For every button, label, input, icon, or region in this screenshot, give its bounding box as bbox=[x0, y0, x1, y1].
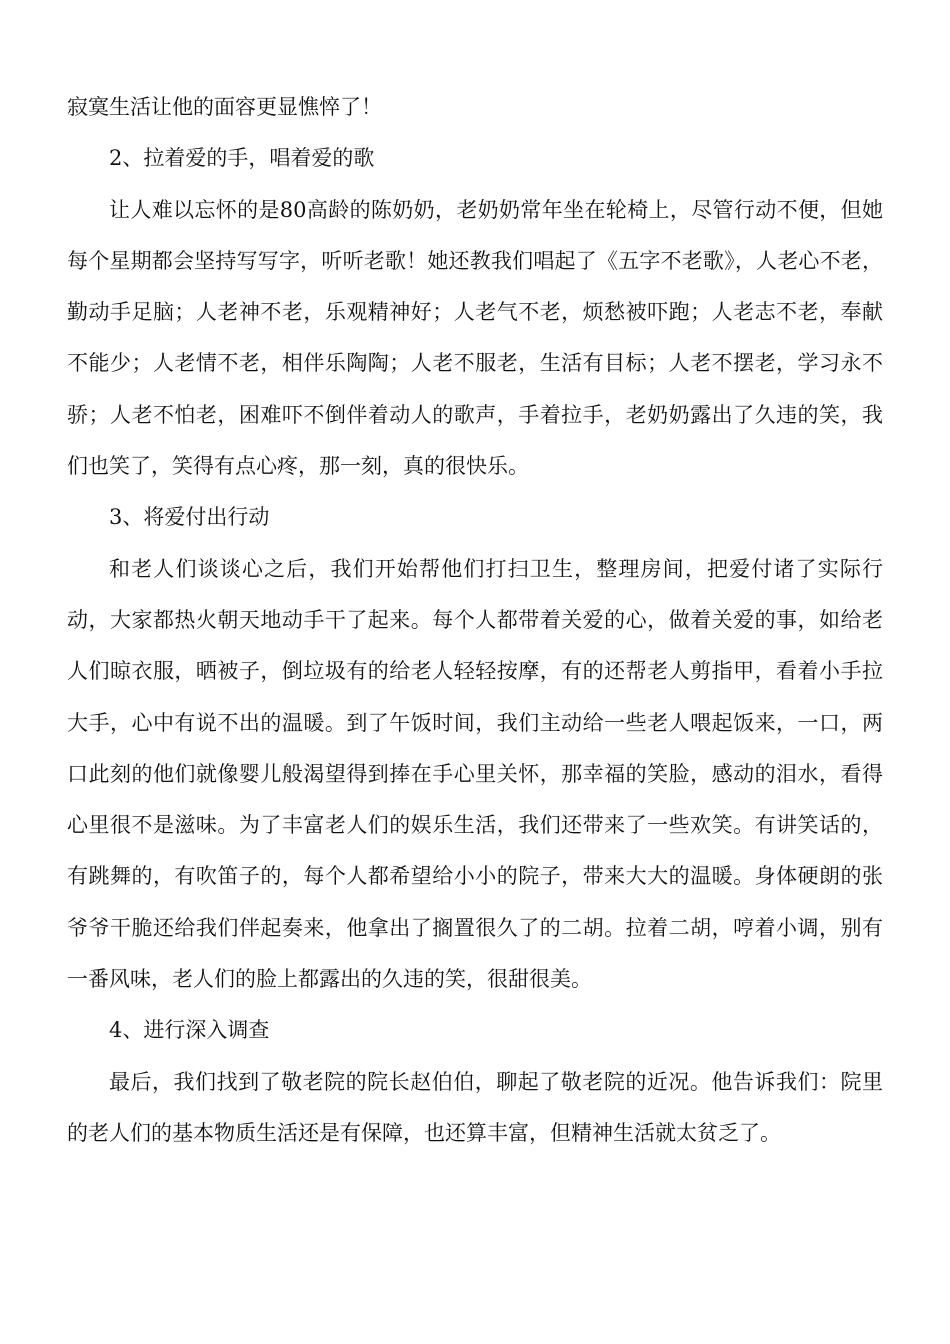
section-heading-3: 3、将爱付出行动 bbox=[109, 505, 270, 530]
section-heading-2: 2、拉着爱的手，唱着爱的歌 bbox=[109, 146, 375, 171]
paragraph-investigation: 最后，我们找到了敬老院的院长赵伯伯，聊起了敬老院的近况。他告诉我们：院里的老人们的基本物质生活还是有保障，也还算丰富，但精神生活就太贫乏了。 bbox=[67, 1069, 883, 1145]
section-heading-4: 4、进行深入调查 bbox=[109, 1018, 270, 1043]
document-body bbox=[67, 82, 883, 1159]
paragraph-continuation: 寂寞生活让他的面容更显憔悴了！ bbox=[67, 95, 382, 119]
paragraph-grandma-chen: 让人难以忘怀的是80高龄的陈奶奶，老奶奶常年坐在轮椅上，尽管行动不便，但她每个星期都会坚持写写字，听听老歌！她还教我们唱起了《五字不老歌》，人老心不老，勤动手足脑；人老神不老，乐观精神好；人老气不老，烦愁被吓跑；人老志不老，奉献不能少；人老情不老，相伴乐陶陶；人老不服老，生活有目标；人老不摆老，学习永不骄；人老不怕老，困难吓不倒伴着动人的歌声，手着拉手，老奶奶露出了久违的笑，我们也笑了，笑得有点心疼，那一刻，真的很快乐。 bbox=[67, 197, 883, 479]
paragraph-action: 和老人们谈谈心之后，我们开始帮他们打扫卫生，整理房间，把爱付诸了实际行动，大家都热火朝天地动手干了起来。每个人都带着关爱的心，做着关爱的事，如给老人们晾衣服，晒被子，倒垃圾有的给老人轻轻按摩，有的还帮老人剪指甲，看着小手拉大手，心中有说不出的温暖。到了午饭时间，我们主动给一些老人喂起饭来，一口，两口此刻的他们就像婴儿般渴望得到捧在手心里关怀，那幸福的笑脸，感动的泪水，看得心里很不是滋味。为了丰富老人们的娱乐生活，我们还带来了一些欢笑。有讲笑话的，有跳舞的，有吹笛子的，每个人都希望给小小的院子，带来大大的温暖。身体硬朗的张爷爷干脆还给我们伴起奏来，他拿出了搁置很久了的二胡。拉着二胡，哼着小调，别有一番风味，老人们的脸上都露出的久违的笑，很甜很美。 bbox=[67, 556, 883, 992]
